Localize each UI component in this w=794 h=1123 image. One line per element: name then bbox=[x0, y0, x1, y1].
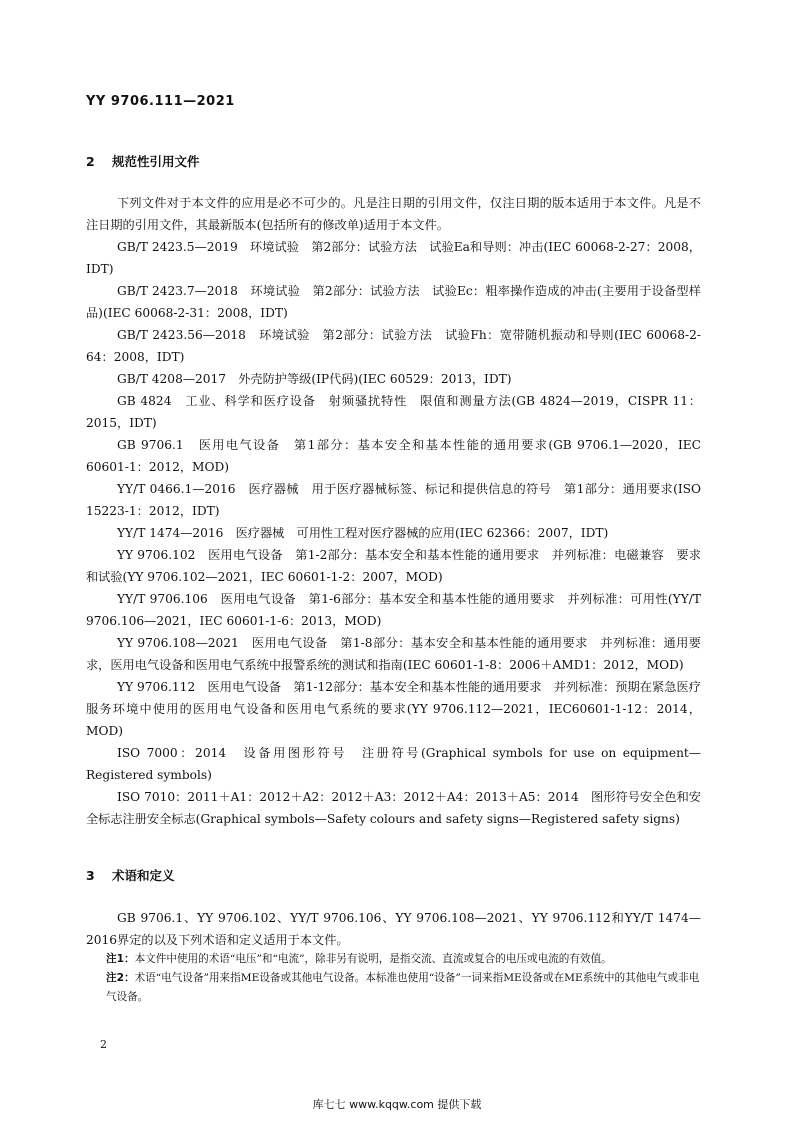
note-label: 注1： bbox=[106, 953, 135, 965]
reference-item: GB 9706.1 医用电气设备 第1部分：基本安全和基本性能的通用要求(GB 9706.1—2020，IEC 60601-1：2012，MOD) bbox=[86, 438, 701, 474]
reference-item: ISO 7010：2011＋A1：2012＋A2：2012＋A3：2012＋A4：2013＋A5：2014 图形符号安全色和安全标志注册安全标志(Graphical symbols—Safety colours and safety signs—Registered safety signs) bbox=[86, 790, 701, 826]
reference-item: ISO 7000：2014 设备用图形符号 注册符号(Graphical symbols for use on equipment—Registered symbols) bbox=[86, 746, 701, 782]
reference-item: GB/T 2423.7—2018 环境试验 第2部分：试验方法 试验Ec：粗率操作造成的冲击(主要用于设备型样品)(IEC 60068-2-31：2008，IDT) bbox=[86, 284, 701, 320]
reference-item: GB 4824 工业、科学和医疗设备 射频骚扰特性 限值和测量方法(GB 4824—2019，CISPR 11：2015，IDT) bbox=[86, 394, 701, 430]
note-label: 注2： bbox=[106, 972, 135, 984]
note-text: 本文件中使用的术语“电压”和“电流”，除非另有说明，是指交流、直流或复合的电压或电流的有效值。 bbox=[134, 953, 612, 965]
section-2-body bbox=[86, 192, 701, 830]
reference-item: YY 9706.102 医用电气设备 第1-2部分：基本安全和基本性能的通用要求 并列标准：电磁兼容 要求和试验(YY 9706.102—2021，IEC 60601-1-2：2007，MOD) bbox=[86, 548, 701, 584]
reference-item: GB/T 4208—2017 外壳防护等级(IP代码)(IEC 60529：2013，IDT) bbox=[117, 372, 512, 386]
reference-item: YY/T 1474—2016 医疗器械 可用性工程对医疗器械的应用(IEC 62366：2007，IDT) bbox=[117, 526, 609, 540]
section-2-heading bbox=[86, 152, 200, 170]
reference-item: GB/T 2423.56—2018 环境试验 第2部分：试验方法 试验Fh：宽带随机振动和导则(IEC 60068-2-64：2008，IDT) bbox=[86, 328, 701, 364]
section-3-title: 术语和定义 bbox=[112, 868, 175, 883]
footer-watermark: 库七七 www.kqqw.com 提供下载 bbox=[312, 1098, 482, 1111]
section-2-title: 规范性引用文件 bbox=[112, 154, 200, 169]
reference-item: GB/T 2423.5—2019 环境试验 第2部分：试验方法 试验Ea和导则：冲击(IEC 60068-2-27：2008，IDT) bbox=[86, 240, 701, 276]
section-3-heading bbox=[86, 866, 175, 884]
section-2-number: 2 bbox=[86, 154, 95, 169]
page-number: 2 bbox=[100, 1038, 107, 1051]
reference-item: YY 9706.112 医用电气设备 第1-12部分：基本安全和基本性能的通用要求 并列标准：预期在紧急医疗服务环境中使用的医用电气设备和医用电气系统的要求(YY 9706.112—2021，IEC60601-1-12：2014，MOD) bbox=[86, 680, 701, 738]
section-2-intro: 下列文件对于本文件的应用是必不可少的。凡是注日期的引用文件，仅注日期的版本适用于本文件。凡是不注日期的引用文件，其最新版本(包括所有的修改单)适用于本文件。 bbox=[86, 196, 701, 232]
note-item bbox=[106, 950, 702, 969]
reference-item: YY 9706.108—2021 医用电气设备 第1-8部分：基本安全和基本性能的通用要求 并列标准：通用要求，医用电气设备和医用电气系统中报警系统的测试和指南(IEC 60601-1-8：2006＋AMD1：2012，MOD) bbox=[86, 636, 701, 672]
reference-item: YY/T 9706.106 医用电气设备 第1-6部分：基本安全和基本性能的通用要求 并列标准：可用性(YY/T 9706.106—2021，IEC 60601-1-6：2013，MOD) bbox=[86, 592, 701, 628]
section-3-number: 3 bbox=[86, 868, 95, 883]
document-code: YY 9706.111—2021 bbox=[86, 94, 235, 109]
section-3-intro: GB 9706.1、YY 9706.102、YY/T 9706.106、YY 9706.108—2021、YY 9706.112和YY/T 1474—2016界定的以及下列术语和定义适用于本文件。 bbox=[86, 911, 701, 947]
note-text: 术语“电气设备”用来指ME设备或其他电气设备。本标准也使用“设备”一词来指ME设备或在ME系统中的其他电气或非电气设备。 bbox=[106, 972, 700, 1003]
reference-item: YY/T 0466.1—2016 医疗器械 用于医疗器械标签、标记和提供信息的符号 第1部分：通用要求(ISO 15223-1：2012，IDT) bbox=[86, 482, 701, 518]
notes-block bbox=[106, 950, 702, 1007]
note-item bbox=[106, 969, 702, 1007]
section-3-intro-block bbox=[86, 907, 701, 951]
